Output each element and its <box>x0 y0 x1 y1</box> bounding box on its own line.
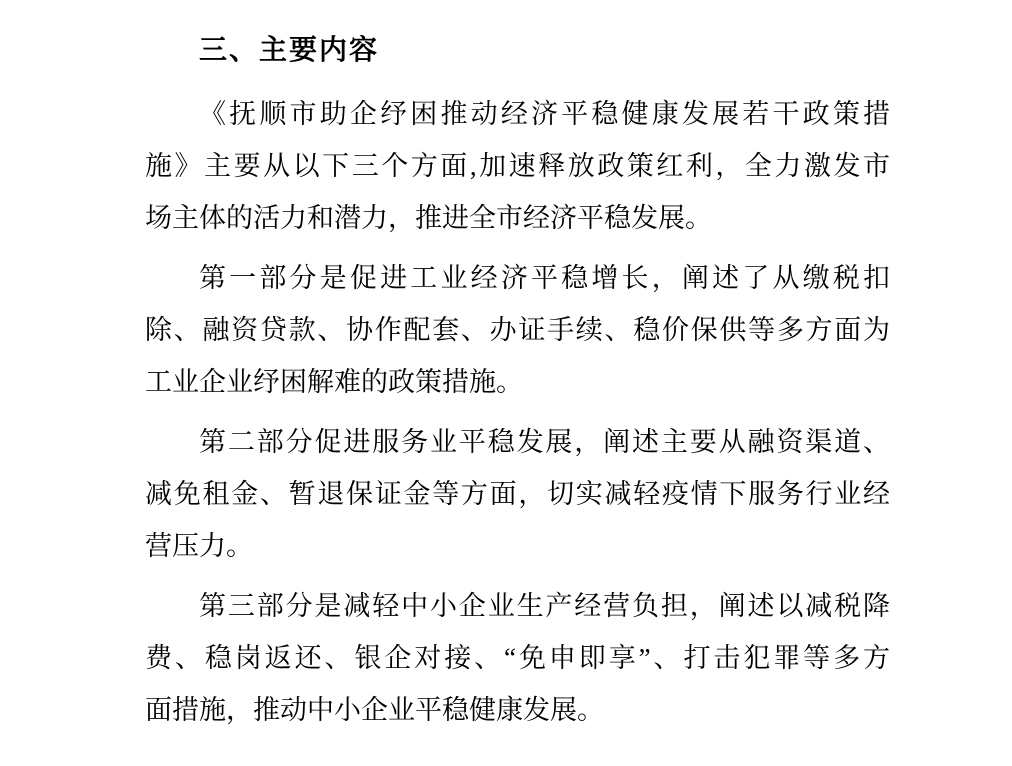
paragraph-line: 除、融资贷款、协作配套、办证手续、稳价保供等多方面为 <box>145 315 890 345</box>
section-heading: 三、主要内容 <box>199 34 380 65</box>
paragraph-line: 第一部分是促进工业经济平稳增长，阐述了从缴税扣 <box>199 263 890 293</box>
paragraph <box>145 88 890 244</box>
paragraph <box>145 580 890 736</box>
paragraph <box>145 252 890 408</box>
paragraph-line: 费、稳岗返还、银企对接、“免申即享”、打击犯罪等多方 <box>145 643 890 673</box>
paragraph-line: 《抚顺市助企纾困推动经济平稳健康发展若干政策措 <box>199 99 890 129</box>
paragraph-line: 减免租金、暂退保证金等方面，切实减轻疫情下服务行业经 <box>145 479 890 509</box>
paragraph-line: 场主体的活力和潜力，推进全市经济平稳发展。 <box>145 203 712 233</box>
paragraph-line: 第三部分是减轻中小企业生产经营负担，阐述以减税降 <box>199 591 890 621</box>
paragraph <box>145 416 890 572</box>
paragraph-line: 施》主要从以下三个方面,加速释放政策红利，全力激发市 <box>145 151 890 181</box>
paragraph-line: 营压力。 <box>145 531 253 561</box>
paragraph-line: 工业企业纾困解难的政策措施。 <box>145 367 523 397</box>
paragraph-line: 面措施，推动中小企业平稳健康发展。 <box>145 695 604 725</box>
paragraph-line: 第二部分促进服务业平稳发展，阐述主要从融资渠道、 <box>199 427 890 457</box>
